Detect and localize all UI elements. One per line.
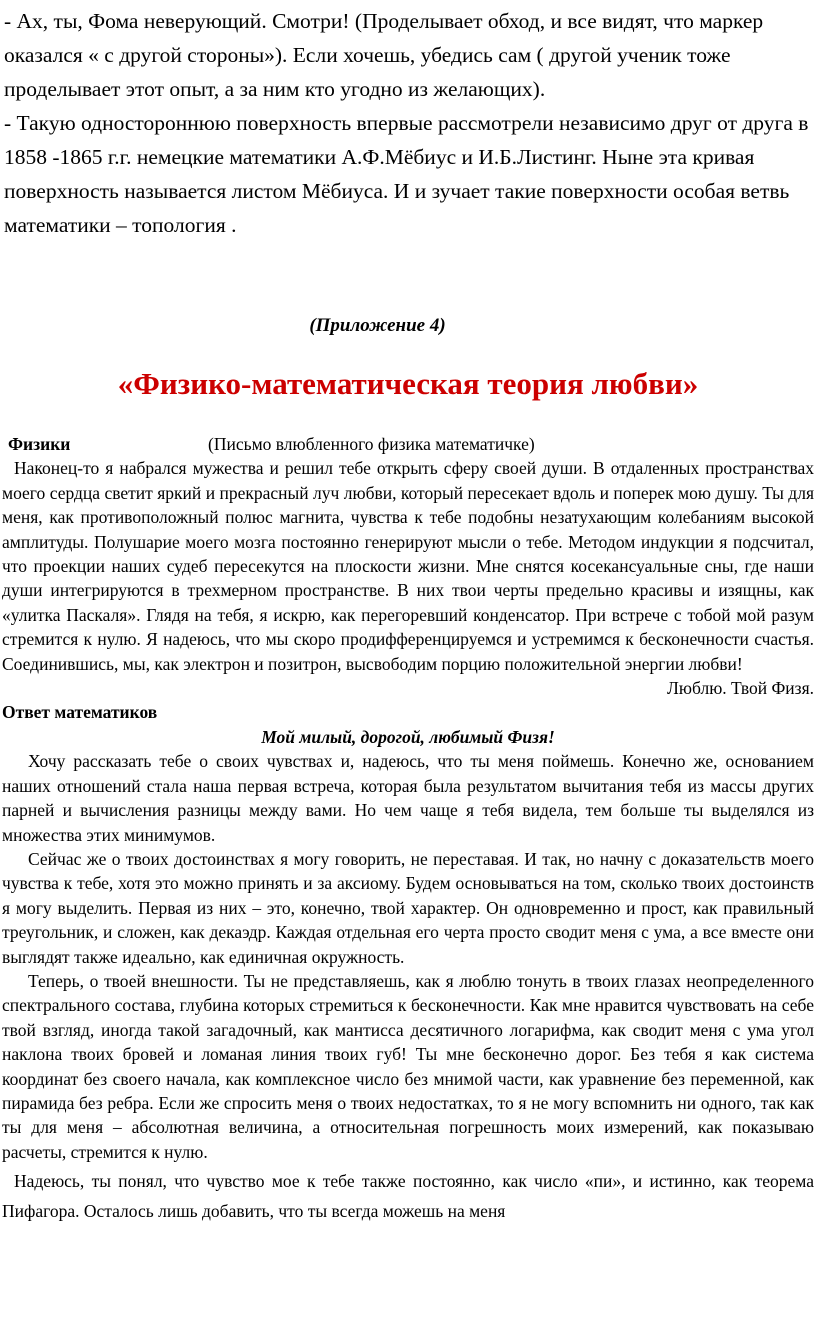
letters-body (2, 432, 814, 1226)
math-letter-paragraph-3: Теперь, о твоей внешности. Ты не представляешь, как я люблю тонуть в твоих глазах неопределенного спектрального состава, глубина которых стремиться к бесконечности. Как мне нравится чувствовать на себе твой взгляд, иногда такой загадочный, как мантисса десятичного логарифма, как сводит меня с ума угол наклона твоих бровей и ломаная линия твоих губ! Ты мне бесконечно дорог. Без тебя я как система координат без своего начала, как комплексное число без мнимой части, как уравнение без переменной, как пирамида без ребра. Если же спросить меня о твоих недостатках, то я не могу вспомнить ни одного, так как ты для меня – абсолютная величина, а относительная погрешность моих измерений, как показываю расчеты, стремится к нулю. (2, 970, 814, 1162)
math-letter-paragraph-2: Сейчас же о твоих достоинствах я могу говорить, не переставая. И так, но начну с доказательств моего чувства к тебе, хотя это можно принять и за аксиому. Будем основываться на том, сколько твоих достоинств я могу выделить. Первая из них – это, конечно, твой характер. Он одновременно и прост, как правильный треугольник, и сложен, как декаэдр. Каждая отдельная его черта просто сводит меня с ума, а все вместе они выглядят также идеально, как единичная окружность. (2, 848, 814, 967)
physics-letter-subtitle: (Письмо влюбленного физика математичке) (208, 434, 535, 454)
math-letter-greeting: Мой милый, дорогой, любимый Физя! (261, 726, 555, 747)
physics-letter-signature: Люблю. Твой Физя. (667, 678, 814, 699)
appendix-label: (Приложение 4) (309, 315, 446, 336)
physics-section-label: Физики (8, 434, 71, 454)
dialogue-paragraph-1: - Ах, ты, Фома неверующий. Смотри! (Проделывает обход, и все видят, что маркер оказался « с другой стороны»). Если хочешь, убедись сам ( другой ученик тоже проделывает этот опыт, а за ним кто угодно из желающих). (4, 9, 764, 101)
dialogue-paragraph-2: - Такую одностороннюю поверхность впервые рассмотрели независимо друг от друга в 1858 -1865 г.г. немецкие математики А.Ф.Мёбиус и И.Б.Листинг. Ныне эта кривая поверхность называется листом Мёбиуса. И и зучает такие поверхности особая ветвь математики – топология . (4, 111, 809, 237)
document-title: «Физико-математическая теория любви» (117, 366, 699, 401)
math-letter-paragraph-1: Хочу рассказать тебе о своих чувствах и, надеюсь, что ты меня поймешь. Конечно же, основанием наших отношений стала наша первая встреча, которая была результатом вычитания тебя из массы других парней и вычисления разницы между вами. Но чем чаще я тебя видела, тем больше ты выделялся из множества этих минимумов. (2, 751, 814, 845)
intro-dialogue (4, 4, 810, 242)
physics-letter-header (2, 432, 814, 456)
math-section-label: Ответ математиков (2, 702, 158, 723)
math-letter-paragraph-4: Надеюсь, ты понял, что чувство мое к тебе также постоянно, как число «пи», и истинно, как теорема Пифагора. Осталось лишь добавить, что ты всегда можешь на меня (2, 1171, 814, 1222)
physics-letter-text: Наконец-то я набрался мужества и решил тебе открыть сферу своей души. В отдаленных пространствах моего сердца светит яркий и прекрасный луч любви, который пересекает вдоль и поперек мою душу. Ты для меня, как противоположный полюс магнита, чувства к тебе подобны незатухающим колебаниям высокой амплитуды. Полушарие моего мозга постоянно генерируют мысли о тебе. Методом индукции я подсчитал, что проекции наших судеб пересекутся на плоскости жизни. Мне снятся косекансуальные сны, где наши души интегрируются в трехмерном пространстве. В них твои черты предельно красивы и изящны, как «улитка Паскаля». Глядя на тебя, я искрю, как перегоревший конденсатор. При встрече с тобой мой разум стремится к нулю. Я надеюсь, что мы скоро продифференцируемся и устремимся к бесконечности счастья. Соединившись, мы, как электрон и позитрон, высвободим порцию положительной энергии любви! (2, 458, 814, 674)
